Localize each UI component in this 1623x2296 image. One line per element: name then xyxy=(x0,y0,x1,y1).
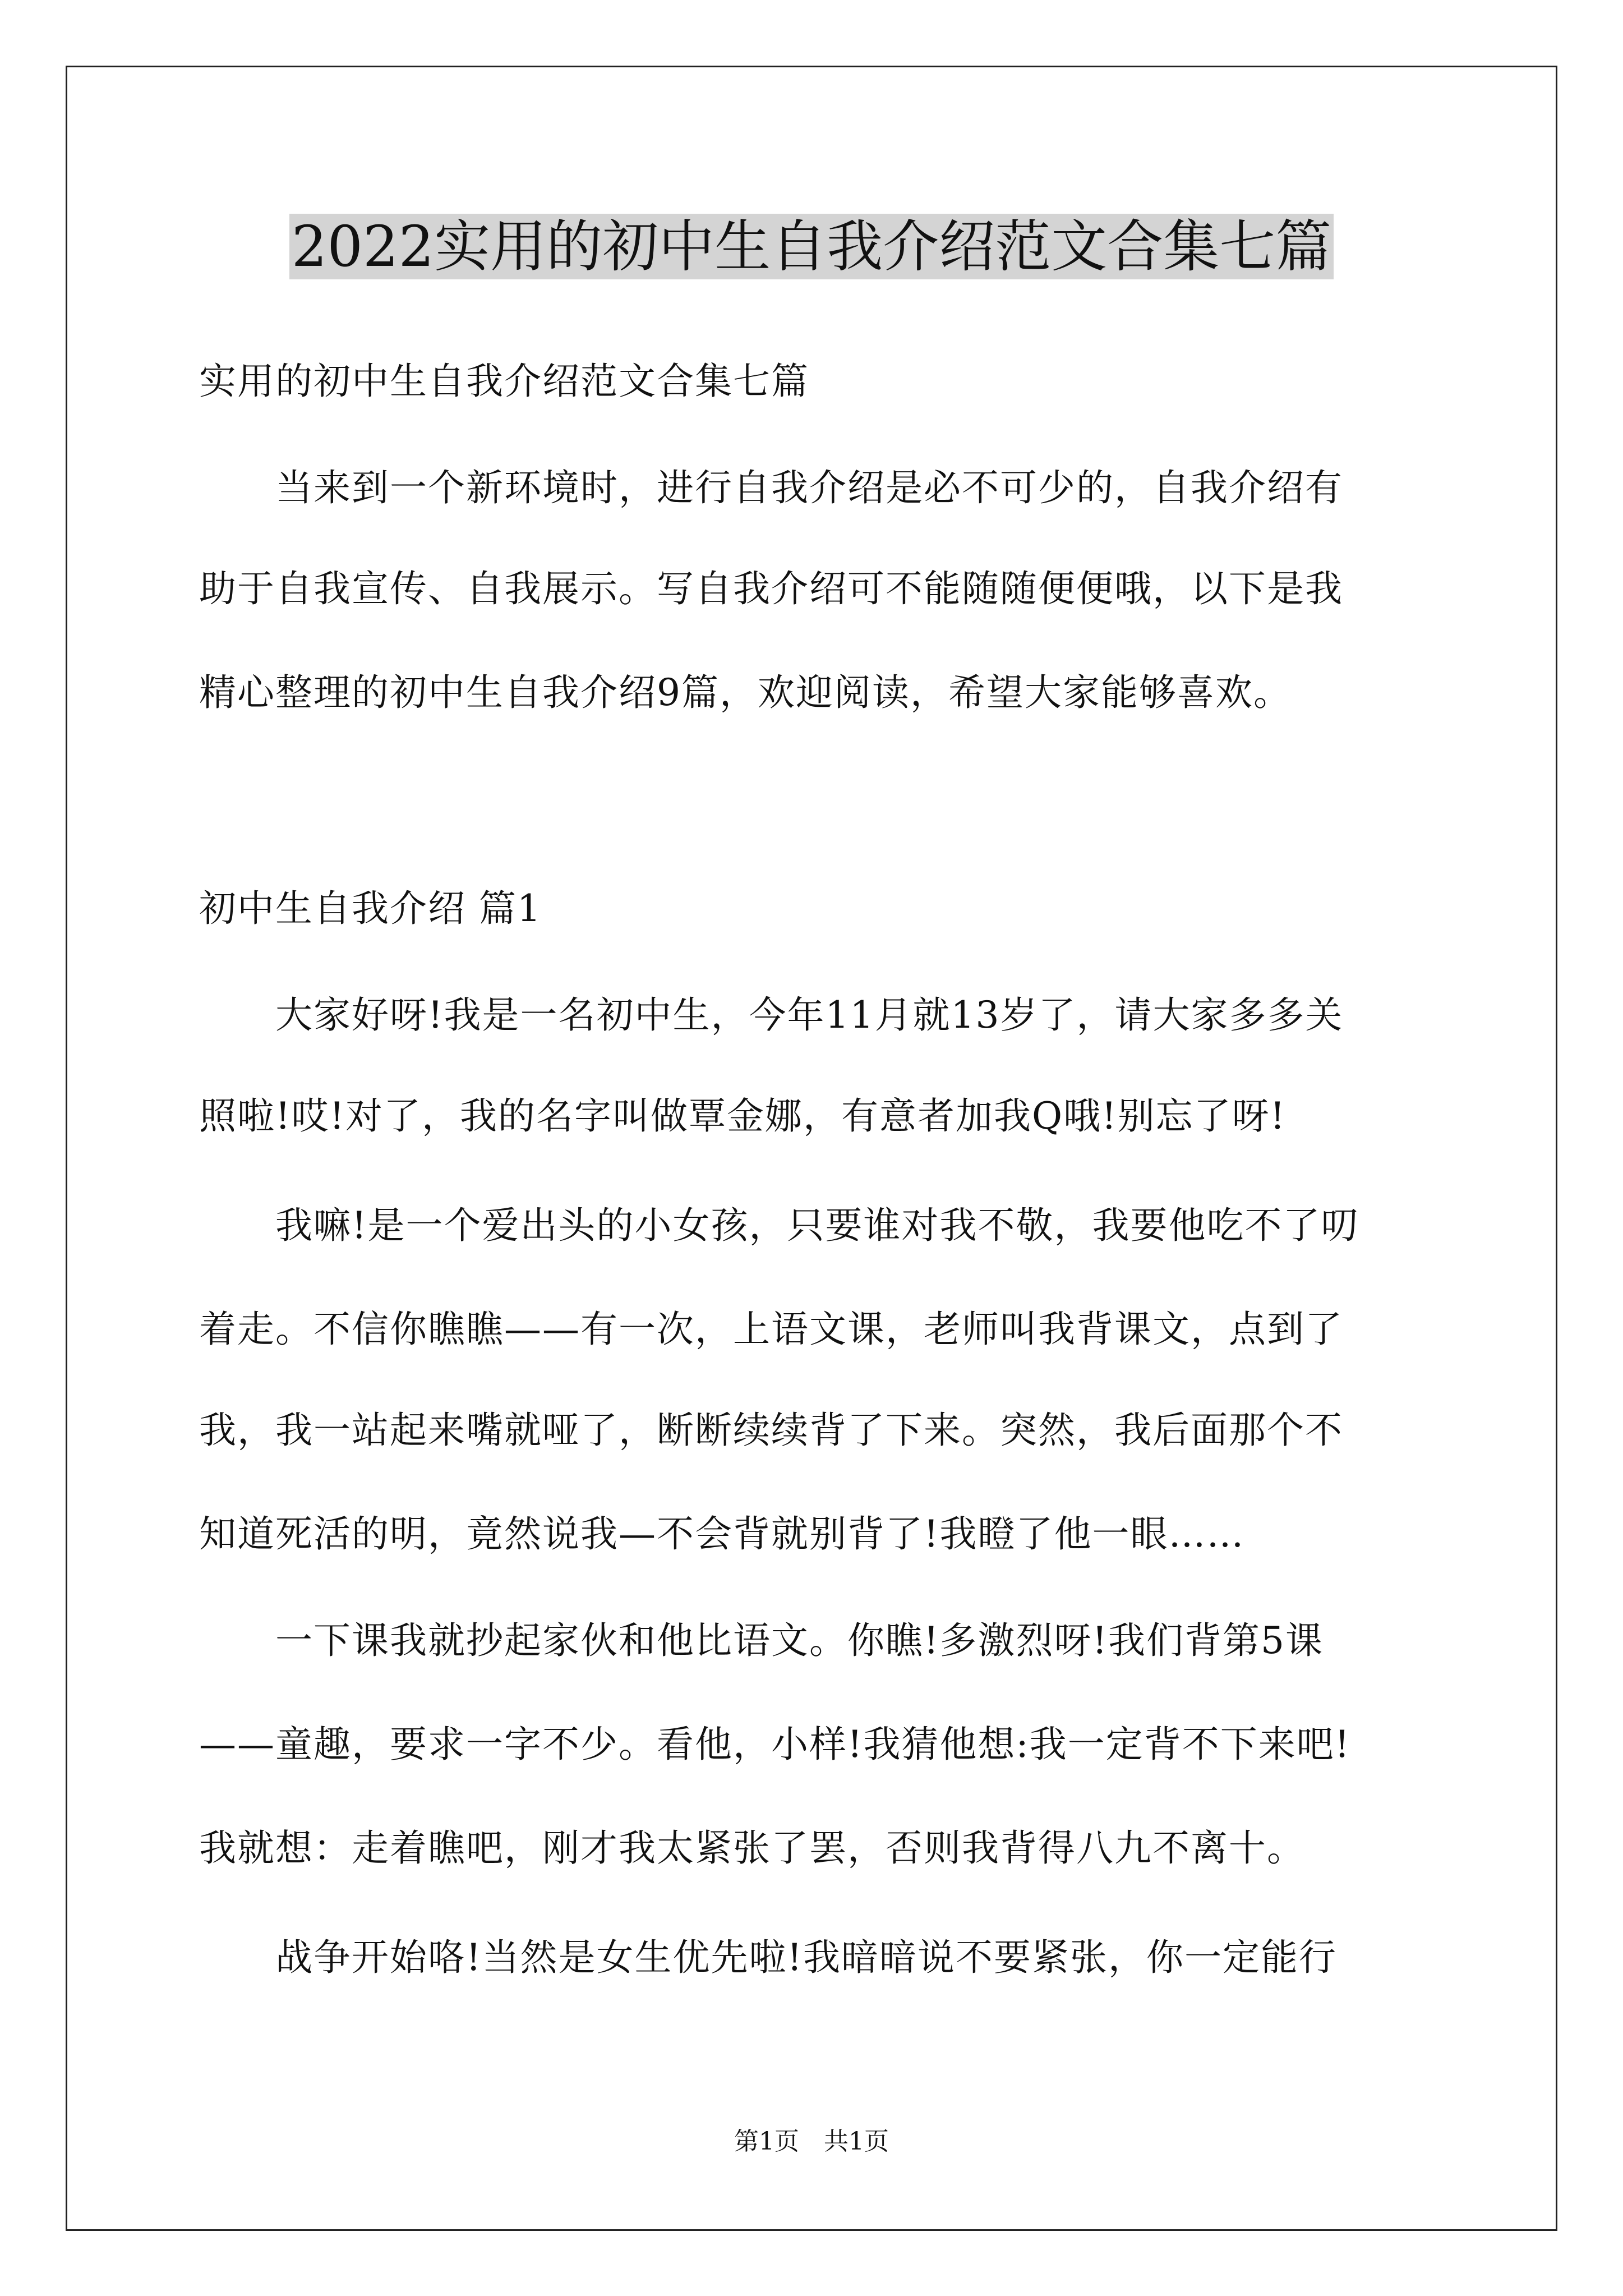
paragraph-line: ——童趣，要求一字不少。看他，小样!我猜他想:我一定背不下来吧! xyxy=(199,1723,1351,1766)
document-title-text: 2022实用的初中生自我介绍范文合集七篇 xyxy=(289,214,1334,279)
paragraph-line: 我就想：走着瞧吧，刚才我太紧张了罢，否则我背得八九不离十。 xyxy=(199,1826,1305,1870)
subtitle: 实用的初中生自我介绍范文合集七篇 xyxy=(199,360,809,403)
section-heading: 初中生自我介绍 篇1 xyxy=(199,887,542,930)
paragraph-line: 大家好呀!我是一名初中生，今年11月就13岁了，请大家多多关 xyxy=(199,993,1344,1037)
paragraph-line: 我，我一站起来嘴就哑了，断断续续背了下来。突然，我后面那个不 xyxy=(199,1409,1343,1452)
document-title xyxy=(0,213,1623,280)
paragraph-line: 一下课我就抄起家伙和他比语文。你瞧!多激烈呀!我们背第5课 xyxy=(199,1619,1324,1662)
paragraph-line: 当来到一个新环境时，进行自我介绍是必不可少的，自我介绍有 xyxy=(199,466,1343,509)
paragraph-line: 我嘛!是一个爱出头的小女孩，只要谁对我不敬，我要他吃不了叨 xyxy=(199,1204,1359,1247)
paragraph-line: 助于自我宣传、自我展示。写自我介绍可不能随随便便哦，以下是我 xyxy=(199,567,1343,610)
paragraph-line: 战争开始咯!当然是女生优先啦!我暗暗说不要紧张，你一定能行 xyxy=(199,1936,1338,1979)
paragraph-line: 照啦!哎!对了，我的名字叫做覃金娜，有意者加我Q哦!别忘了呀! xyxy=(199,1094,1287,1138)
paragraph-line: 着走。不信你瞧瞧——有一次，上语文课，老师叫我背课文，点到了 xyxy=(199,1308,1343,1351)
paragraph-line: 知道死活的明，竟然说我—不会背就别背了!我瞪了他一眼…… xyxy=(199,1512,1245,1556)
paragraph-line: 精心整理的初中生自我介绍9篇，欢迎阅读，希望大家能够喜欢。 xyxy=(199,671,1292,714)
page-footer: 第1页 共1页 xyxy=(734,2127,889,2156)
